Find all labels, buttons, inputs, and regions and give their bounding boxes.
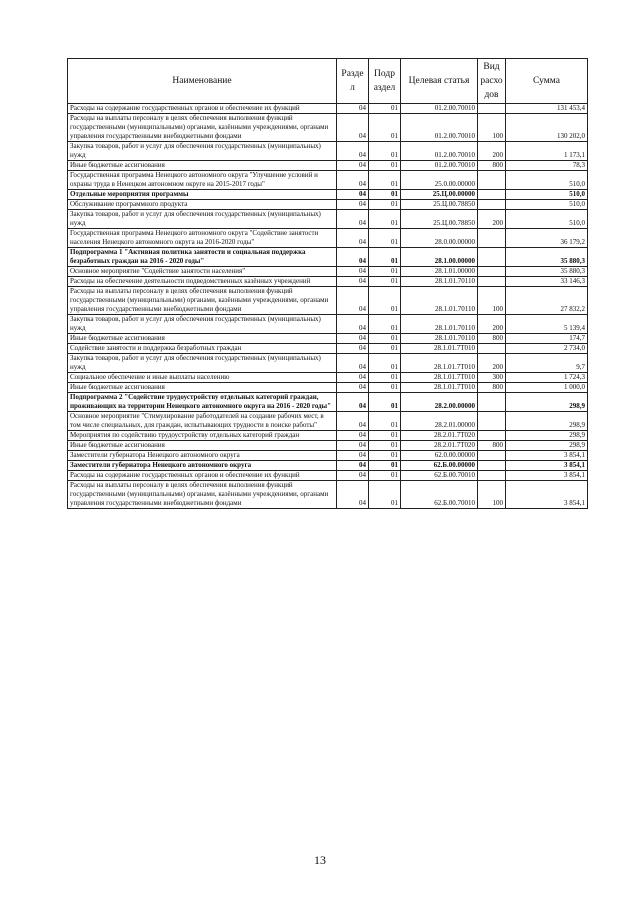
header-name: Наименование [68,59,337,104]
cell-expense-type [478,451,506,461]
cell-target-article: 01.2.00.70010 [401,114,478,142]
cell-expense-type: 800 [478,441,506,451]
table-row [68,190,588,200]
table-row [68,114,588,142]
cell-razdel: 04 [337,354,369,373]
cell-podrazdel: 01 [369,373,401,383]
table-row [68,287,588,315]
cell-target-article: 62.0.00.00000 [401,451,478,461]
cell-razdel: 04 [337,277,369,287]
table-row [68,200,588,210]
table-row [68,431,588,441]
cell-name: Иные бюджетные ассигнования [68,383,337,393]
cell-podrazdel: 01 [369,104,401,114]
table-row [68,393,588,412]
cell-razdel: 04 [337,171,369,190]
cell-razdel: 04 [337,383,369,393]
cell-expense-type: 800 [478,383,506,393]
cell-podrazdel: 01 [369,471,401,481]
cell-sum: 1 173,1 [506,142,588,161]
cell-target-article: 25.0.00.00000 [401,171,478,190]
table-row [68,277,588,287]
cell-razdel: 04 [337,471,369,481]
cell-sum: 78,3 [506,161,588,171]
table-row [68,248,588,267]
cell-podrazdel: 01 [369,229,401,248]
cell-target-article: 28.1.01.7Т010 [401,383,478,393]
cell-target-article: 62.Б.00.00000 [401,461,478,471]
cell-podrazdel: 01 [369,161,401,171]
cell-name: Расходы на обеспечение деятельности подведомственных казённых учреждений [68,277,337,287]
cell-podrazdel: 01 [369,481,401,509]
cell-podrazdel: 01 [369,171,401,190]
cell-target-article: 62.Б.00.70010 [401,471,478,481]
cell-expense-type: 200 [478,210,506,229]
page-number: 13 [314,853,326,867]
cell-name: Иные бюджетные ассигнования [68,441,337,451]
cell-target-article: 28.1.01.00000 [401,267,478,277]
cell-sum: 1 000,0 [506,383,588,393]
cell-expense-type [478,277,506,287]
cell-sum: 174,7 [506,334,588,344]
cell-name: Закупка товаров, работ и услуг для обеспечения государственных (муниципальных) нужд [68,354,337,373]
cell-podrazdel: 01 [369,210,401,229]
cell-sum: 2 734,0 [506,344,588,354]
cell-target-article: 28.1.01.70110 [401,287,478,315]
cell-name: Заместители губернатора Ненецкого автономного округа [68,461,337,471]
cell-razdel: 04 [337,315,369,334]
cell-name: Государственная программа Ненецкого автономного округа "Содействие занятости населения Ненецкого автономного округа на 2016-2020 годы" [68,229,337,248]
cell-razdel: 04 [337,287,369,315]
cell-razdel: 04 [337,248,369,267]
cell-target-article: 25.Ц.00.78850 [401,210,478,229]
cell-name: Основное мероприятие "Содействие занятости населения" [68,267,337,277]
cell-razdel: 04 [337,451,369,461]
cell-target-article: 01.2.00.70010 [401,104,478,114]
cell-target-article: 28.1.00.00000 [401,248,478,267]
cell-podrazdel: 01 [369,334,401,344]
cell-razdel: 04 [337,431,369,441]
cell-razdel: 04 [337,481,369,509]
cell-podrazdel: 01 [369,383,401,393]
cell-expense-type [478,393,506,412]
header-razdel: Разде л [337,59,369,104]
cell-expense-type [478,471,506,481]
cell-expense-type [478,229,506,248]
cell-name: Расходы на выплаты персоналу в целях обеспечения выполнения функций государственными (муниципальными) органами, казёнными учреждениями, органами управления государственными внебюджетными фондами [68,481,337,509]
cell-name: Подпрограмма 1 "Активная политика занятости и социальная поддержка безработных граждан на 2016 - 2020 годы" [68,248,337,267]
cell-podrazdel: 01 [369,344,401,354]
cell-sum: 298,9 [506,412,588,431]
table-row [68,161,588,171]
cell-name: Мероприятия по содействию трудоустройству отдельных категорий граждан [68,431,337,441]
table-row [68,441,588,451]
cell-podrazdel: 01 [369,267,401,277]
cell-razdel: 04 [337,161,369,171]
table-header-row [68,59,588,104]
cell-name: Обслуживание программного продукта [68,200,337,210]
cell-expense-type: 200 [478,315,506,334]
table-row [68,229,588,248]
table-row [68,171,588,190]
cell-name: Основное мероприятие "Стимулирование работодателей на создание рабочих мест, в том числе специальных, для граждан, испытывающих трудности в поиске работы" [68,412,337,431]
header-podrazdel: Подр аздел [369,59,401,104]
cell-sum: 510,0 [506,210,588,229]
cell-expense-type: 800 [478,334,506,344]
cell-razdel: 04 [337,344,369,354]
cell-sum: 35 880,3 [506,267,588,277]
cell-podrazdel: 01 [369,451,401,461]
cell-expense-type [478,171,506,190]
cell-razdel: 04 [337,412,369,431]
cell-target-article: 28.1.01.7Т010 [401,354,478,373]
cell-sum: 35 880,3 [506,248,588,267]
cell-sum: 1 724,3 [506,373,588,383]
cell-sum: 3 854,1 [506,461,588,471]
cell-razdel: 04 [337,229,369,248]
cell-sum: 3 854,1 [506,471,588,481]
cell-podrazdel: 01 [369,277,401,287]
cell-target-article: 01.2.00.70010 [401,161,478,171]
cell-name: Расходы на выплаты персоналу в целях обеспечения выполнения функций государственными (муниципальными) органами, казёнными учреждениями, органами управления государственными внебюджетными фондами [68,114,337,142]
cell-name: Закупка товаров, работ и услуг для обеспечения государственных (муниципальных) нужд [68,315,337,334]
cell-expense-type: 200 [478,354,506,373]
cell-target-article: 01.2.00.70010 [401,142,478,161]
table-row [68,451,588,461]
cell-expense-type [478,267,506,277]
table-row [68,334,588,344]
cell-sum: 3 854,1 [506,451,588,461]
table-row [68,373,588,383]
cell-expense-type [478,200,506,210]
cell-name: Отдельные мероприятия программы [68,190,337,200]
header-expense-type: Вид расхо дов [478,59,506,104]
cell-sum: 33 146,3 [506,277,588,287]
table-body [68,104,588,509]
cell-razdel: 04 [337,393,369,412]
cell-target-article: 62.Б.00.70010 [401,481,478,509]
header-sum: Сумма [506,59,588,104]
table-row [68,412,588,431]
cell-target-article: 28.1.01.70110 [401,334,478,344]
cell-expense-type [478,461,506,471]
cell-razdel: 04 [337,461,369,471]
cell-razdel: 04 [337,441,369,451]
table-row [68,344,588,354]
cell-target-article: 28.1.01.7Т010 [401,344,478,354]
cell-podrazdel: 01 [369,441,401,451]
cell-sum: 130 202,0 [506,114,588,142]
cell-razdel: 04 [337,334,369,344]
cell-name: Подпрограмма 2 "Содействие трудоустройству отдельных категорий граждан, проживающих на территории Ненецкого автономного округа на 2016 - 2020 годы" [68,393,337,412]
table-row [68,315,588,334]
cell-name: Расходы на выплаты персоналу в целях обеспечения выполнения функций государственными (муниципальными) органами, казёнными учреждениями, органами управления государственными внебюджетными фондами [68,287,337,315]
cell-sum: 5 139,4 [506,315,588,334]
cell-podrazdel: 01 [369,412,401,431]
cell-podrazdel: 01 [369,461,401,471]
cell-target-article: 28.1.01.70110 [401,277,478,287]
cell-expense-type [478,412,506,431]
cell-expense-type [478,344,506,354]
cell-target-article: 28.1.01.7Т010 [401,373,478,383]
cell-podrazdel: 01 [369,114,401,142]
table-row [68,461,588,471]
cell-expense-type [478,431,506,441]
budget-table [67,58,588,509]
cell-sum: 3 854,1 [506,481,588,509]
cell-expense-type: 100 [478,114,506,142]
cell-expense-type [478,248,506,267]
cell-expense-type: 100 [478,481,506,509]
cell-target-article: 28.2.01.00000 [401,412,478,431]
cell-sum: 298,9 [506,441,588,451]
cell-target-article: 25.Ц.00.78850 [401,200,478,210]
cell-name: Социальное обеспечение и иные выплаты населению [68,373,337,383]
cell-expense-type [478,190,506,200]
cell-podrazdel: 01 [369,190,401,200]
cell-razdel: 04 [337,104,369,114]
cell-sum: 298,9 [506,431,588,441]
table-row [68,354,588,373]
table-row [68,267,588,277]
cell-razdel: 04 [337,200,369,210]
cell-razdel: 04 [337,210,369,229]
table-row [68,481,588,509]
cell-sum: 27 832,2 [506,287,588,315]
cell-podrazdel: 01 [369,248,401,267]
cell-name: Заместители губернатора Ненецкого автономного округа [68,451,337,461]
table-row [68,210,588,229]
cell-name: Содействие занятости и поддержка безработных граждан [68,344,337,354]
cell-target-article: 28.2.01.7Т020 [401,441,478,451]
cell-podrazdel: 01 [369,315,401,334]
cell-sum: 510,0 [506,200,588,210]
cell-sum: 36 179,2 [506,229,588,248]
table-row [68,104,588,114]
cell-target-article: 28.0.00.00000 [401,229,478,248]
cell-target-article: 28.1.01.70110 [401,315,478,334]
cell-razdel: 04 [337,142,369,161]
cell-name: Закупка товаров, работ и услуг для обеспечения государственных (муниципальных) нужд [68,210,337,229]
cell-expense-type: 100 [478,287,506,315]
table-row [68,383,588,393]
cell-sum: 298,9 [506,393,588,412]
cell-name: Иные бюджетные ассигнования [68,161,337,171]
cell-podrazdel: 01 [369,431,401,441]
cell-podrazdel: 01 [369,200,401,210]
table-row [68,142,588,161]
header-target-article: Целевая статья [401,59,478,104]
cell-expense-type [478,104,506,114]
cell-razdel: 04 [337,267,369,277]
cell-podrazdel: 01 [369,142,401,161]
cell-sum: 510,0 [506,171,588,190]
cell-name: Расходы на содержание государственных органов и обеспечение их функций [68,104,337,114]
cell-podrazdel: 01 [369,287,401,315]
cell-sum: 510,0 [506,190,588,200]
cell-target-article: 28.2.01.7Т020 [401,431,478,441]
cell-name: Расходы на содержание государственных органов и обеспечение их функций [68,471,337,481]
cell-name: Иные бюджетные ассигнования [68,334,337,344]
cell-expense-type: 300 [478,373,506,383]
cell-razdel: 04 [337,190,369,200]
cell-sum: 9,7 [506,354,588,373]
table-row [68,471,588,481]
cell-target-article: 28.2.00.00000 [401,393,478,412]
cell-expense-type: 800 [478,161,506,171]
cell-podrazdel: 01 [369,393,401,412]
cell-name: Государственная программа Ненецкого автономного округа "Улучшение условий и охраны труда в Ненецком автономном округе на 2015-2017 годы" [68,171,337,190]
cell-sum: 131 453,4 [506,104,588,114]
cell-expense-type: 200 [478,142,506,161]
cell-razdel: 04 [337,373,369,383]
cell-name: Закупка товаров, работ и услуг для обеспечения государственных (муниципальных) нужд [68,142,337,161]
cell-razdel: 04 [337,114,369,142]
cell-podrazdel: 01 [369,354,401,373]
cell-target-article: 25.Ц.00.00000 [401,190,478,200]
